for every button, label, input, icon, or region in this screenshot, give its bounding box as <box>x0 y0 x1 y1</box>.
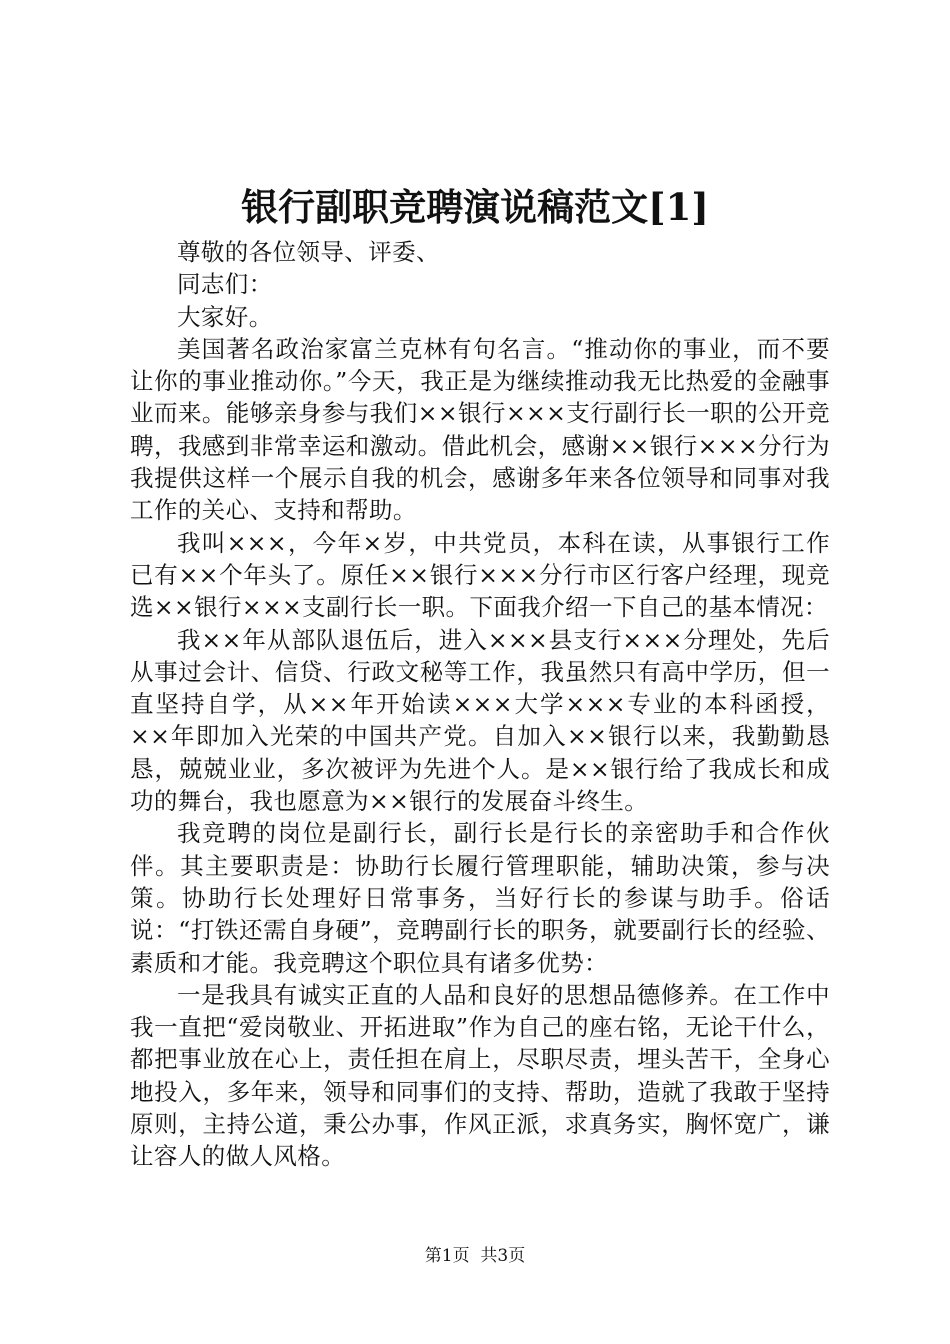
body-paragraph: 我竞聘的岗位是副行长，副行长是行长的亲密助手和合作伙伴。其主要职责是：协助行长履行管理职能，辅助决策，参与决策。协助行长处理好日常事务，当好行长的参谋与助手。俗话说：“打铁还需自身硬”，竞聘副行长的职务，就要副行长的经验、素质和才能。我竞聘这个职位具有诸多优势： <box>130 819 830 977</box>
body-paragraph: 我叫×××，今年×岁，中共党员，本科在读，从事银行工作已有××个年头了。原任××银行×××分行市区行客户经理，现竞选××银行×××支副行长一职。下面我介绍一下自己的基本情况： <box>130 528 830 622</box>
body-paragraph: 美国著名政治家富兰克林有句名言。“推动你的事业，而不要让你的事业推动你。”今天，我正是为继续推动我无比热爱的金融事业而来。能够亲身参与我们××银行×××支行副行长一职的公开竞聘，我感到非常幸运和激动。借此机会，感谢××银行×××分行为我提供这样一个展示自我的机会，感谢多年来各位领导和同事对我工作的关心、支持和帮助。 <box>130 334 830 525</box>
greeting-line: 大家好。 <box>177 302 273 331</box>
document-title: 银行副职竞聘演说稿范文[1] <box>241 185 709 229</box>
salutation-line-1: 尊敬的各位领导、评委、 <box>177 238 440 266</box>
page-number-label: 第1页 共3页 <box>424 1246 526 1266</box>
salutation-line-2: 同志们： <box>177 270 273 299</box>
body-paragraph: 一是我具有诚实正直的人品和良好的思想品德修养。在工作中我一直把“爱岗敬业、开拓进取”作为自己的座右铭，无论干什么，都把事业放在心上，责任担在肩上，尽职尽责，埋头苦干，全身心地投入，多年来，领导和同事们的支持、帮助，造就了我敢于坚持原则，主持公道，秉公办事，作风正派，求真务实，胸怀宽广，谦让容人的做人风格。 <box>130 980 830 1171</box>
body-paragraph: 我××年从部队退伍后，进入×××县支行×××分理处，先后从事过会计、信贷、行政文秘等工作，我虽然只有高中学历，但一直坚持自学，从××年开始读×××大学×××专业的本科函授，××年即加入光荣的中国共产党。自加入××银行以来，我勤勤恳恳，兢兢业业，多次被评为先进个人。是××银行给了我成长和成功的舞台，我也愿意为××银行的发展奋斗终生。 <box>130 625 830 816</box>
document-body <box>130 236 830 1173</box>
page-footer <box>0 1244 950 1268</box>
